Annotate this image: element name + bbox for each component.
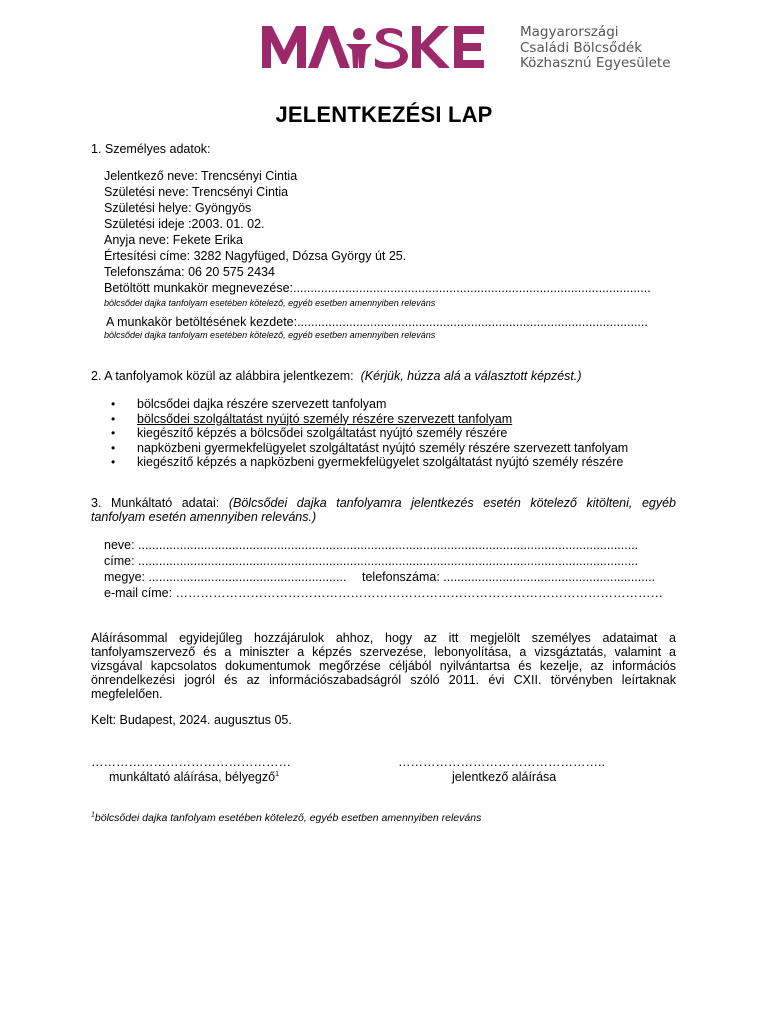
field-employer-county: megye: ......................................................... [104,570,347,584]
field-employer-email: e-mail címe: ……………………………………………………………………………………………………… [104,586,664,600]
organization-name [520,25,671,72]
employer-hint-line1: (Bölcsődei dajka tanfolyamra jelentkezés esetén kötelező kitölteni, egyéb [228,496,677,510]
organization-logo [262,22,682,74]
field-birth-name: Születési neve: Trencsényi Cintia [104,185,289,199]
section-heading-employer [91,496,676,524]
consent-body: Aláírásommal egyidejűleg hozzájárulok ahhoz, hogy az itt megjelölt személyes adataimat a tanfolyamszervező és a miniszter a képzés szervezése, lebonyolítása, a vizsgáztatás, valamint a vizsgával kapcsolatos dokumentumok megőrzése céljából nyilvántartsa és kezelje, az információs önrendelkezési jogról és az információszabadságról szóló 2011. évi CXII. törvényben leírtaknak [91,631,676,687]
list-item: • bölcsődei dajka részére szervezett tanfolyam [111,397,628,412]
employer-heading-text: 3. Munkáltató adatai: [91,496,220,510]
employer-signature-line: ………………………………………… [91,755,291,769]
org-name-line: Családi Bölcsődék [520,39,643,56]
macske-logo-icon [262,24,510,70]
footnote [91,811,481,826]
date-place: Kelt: Budapest, 2024. augusztus 05. [91,713,292,727]
list-item: • napközbeni gyermekfelügyelet szolgáltatást nyújtó személy részére szervezett tanfolyam [111,441,628,456]
field-employer-address: címe: ................................................................................................................................................ [104,554,639,568]
field-birth-place: Születési helye: Gyöngyös [104,201,252,215]
field-birth-date: Születési ideje :2003. 01. 02. [104,217,265,231]
course-list [111,397,628,470]
field-address: Értesítési címe: 3282 Nagyfüged, Dózsa György út 25. [104,249,407,263]
courses-heading-text: 2. A tanfolyamok közül az alábbira jelentkezem: [91,369,354,383]
field-applicant-name: Jelentkező neve: Trencsényi Cintia [104,169,298,183]
job-title-note: bölcsődei dajka tanfolyam esetében kötelező, egyéb esetben amennyiben releváns [104,298,436,308]
org-name-line: Közhasznú Egyesülete [520,55,671,71]
job-start-note: bölcsődei dajka tanfolyam esetében kötelező, egyéb esetben amennyiben releváns [104,330,436,340]
employer-signature-label [109,770,279,784]
consent-paragraph [91,631,676,701]
page-title: JELENTKEZÉSI LAP [275,102,493,127]
section-heading-courses [91,369,582,384]
field-mother-name: Anyja neve: Fekete Erika [104,233,243,247]
applicant-signature-line: ………………………………………….. [398,755,605,769]
applicant-signature-label: jelentkező aláírása [452,770,557,784]
footnote-text: bölcsődei dajka tanfolyam esetében kötelező, egyéb esetben amennyiben releváns [94,812,482,824]
field-employer-phone: telefonszáma: ............................................................. [362,570,656,584]
employer-hint-line2: tanfolyam esetén amennyiben releváns.) [91,510,317,524]
footnote-number: 1 [91,811,95,819]
org-name-line: Magyarországi [520,24,619,40]
section-heading-personal: 1. Személyes adatok: [91,142,211,156]
list-item-selected: • bölcsődei szolgáltatást nyújtó személy részére szervezett tanfolyam [111,412,628,427]
field-phone: Telefonszáma: 06 20 575 2434 [104,265,275,279]
field-employer-name: neve: ................................................................................................................................................ [104,538,639,552]
footnote-marker: 1 [275,770,279,778]
list-item: • kiegészítő képzés a bölcsődei szolgáltatást nyújtó személy részére [111,426,628,441]
list-item: • kiegészítő képzés a napközbeni gyermekfelügyelet szolgáltatást nyújtó személy részére [111,455,628,470]
field-job-start: A munkakör betöltésének kezdete:..................................................................................................... [106,315,648,329]
employer-signature-text: munkáltató aláírása, bélyegző [109,770,276,784]
courses-hint: (Kérjük, húzza alá a választott képzést.) [360,369,582,383]
consent-last-line: megfelelően. [91,687,163,701]
field-job-title: Betöltött munkakör megnevezése:....................................................................................................... [104,281,651,295]
